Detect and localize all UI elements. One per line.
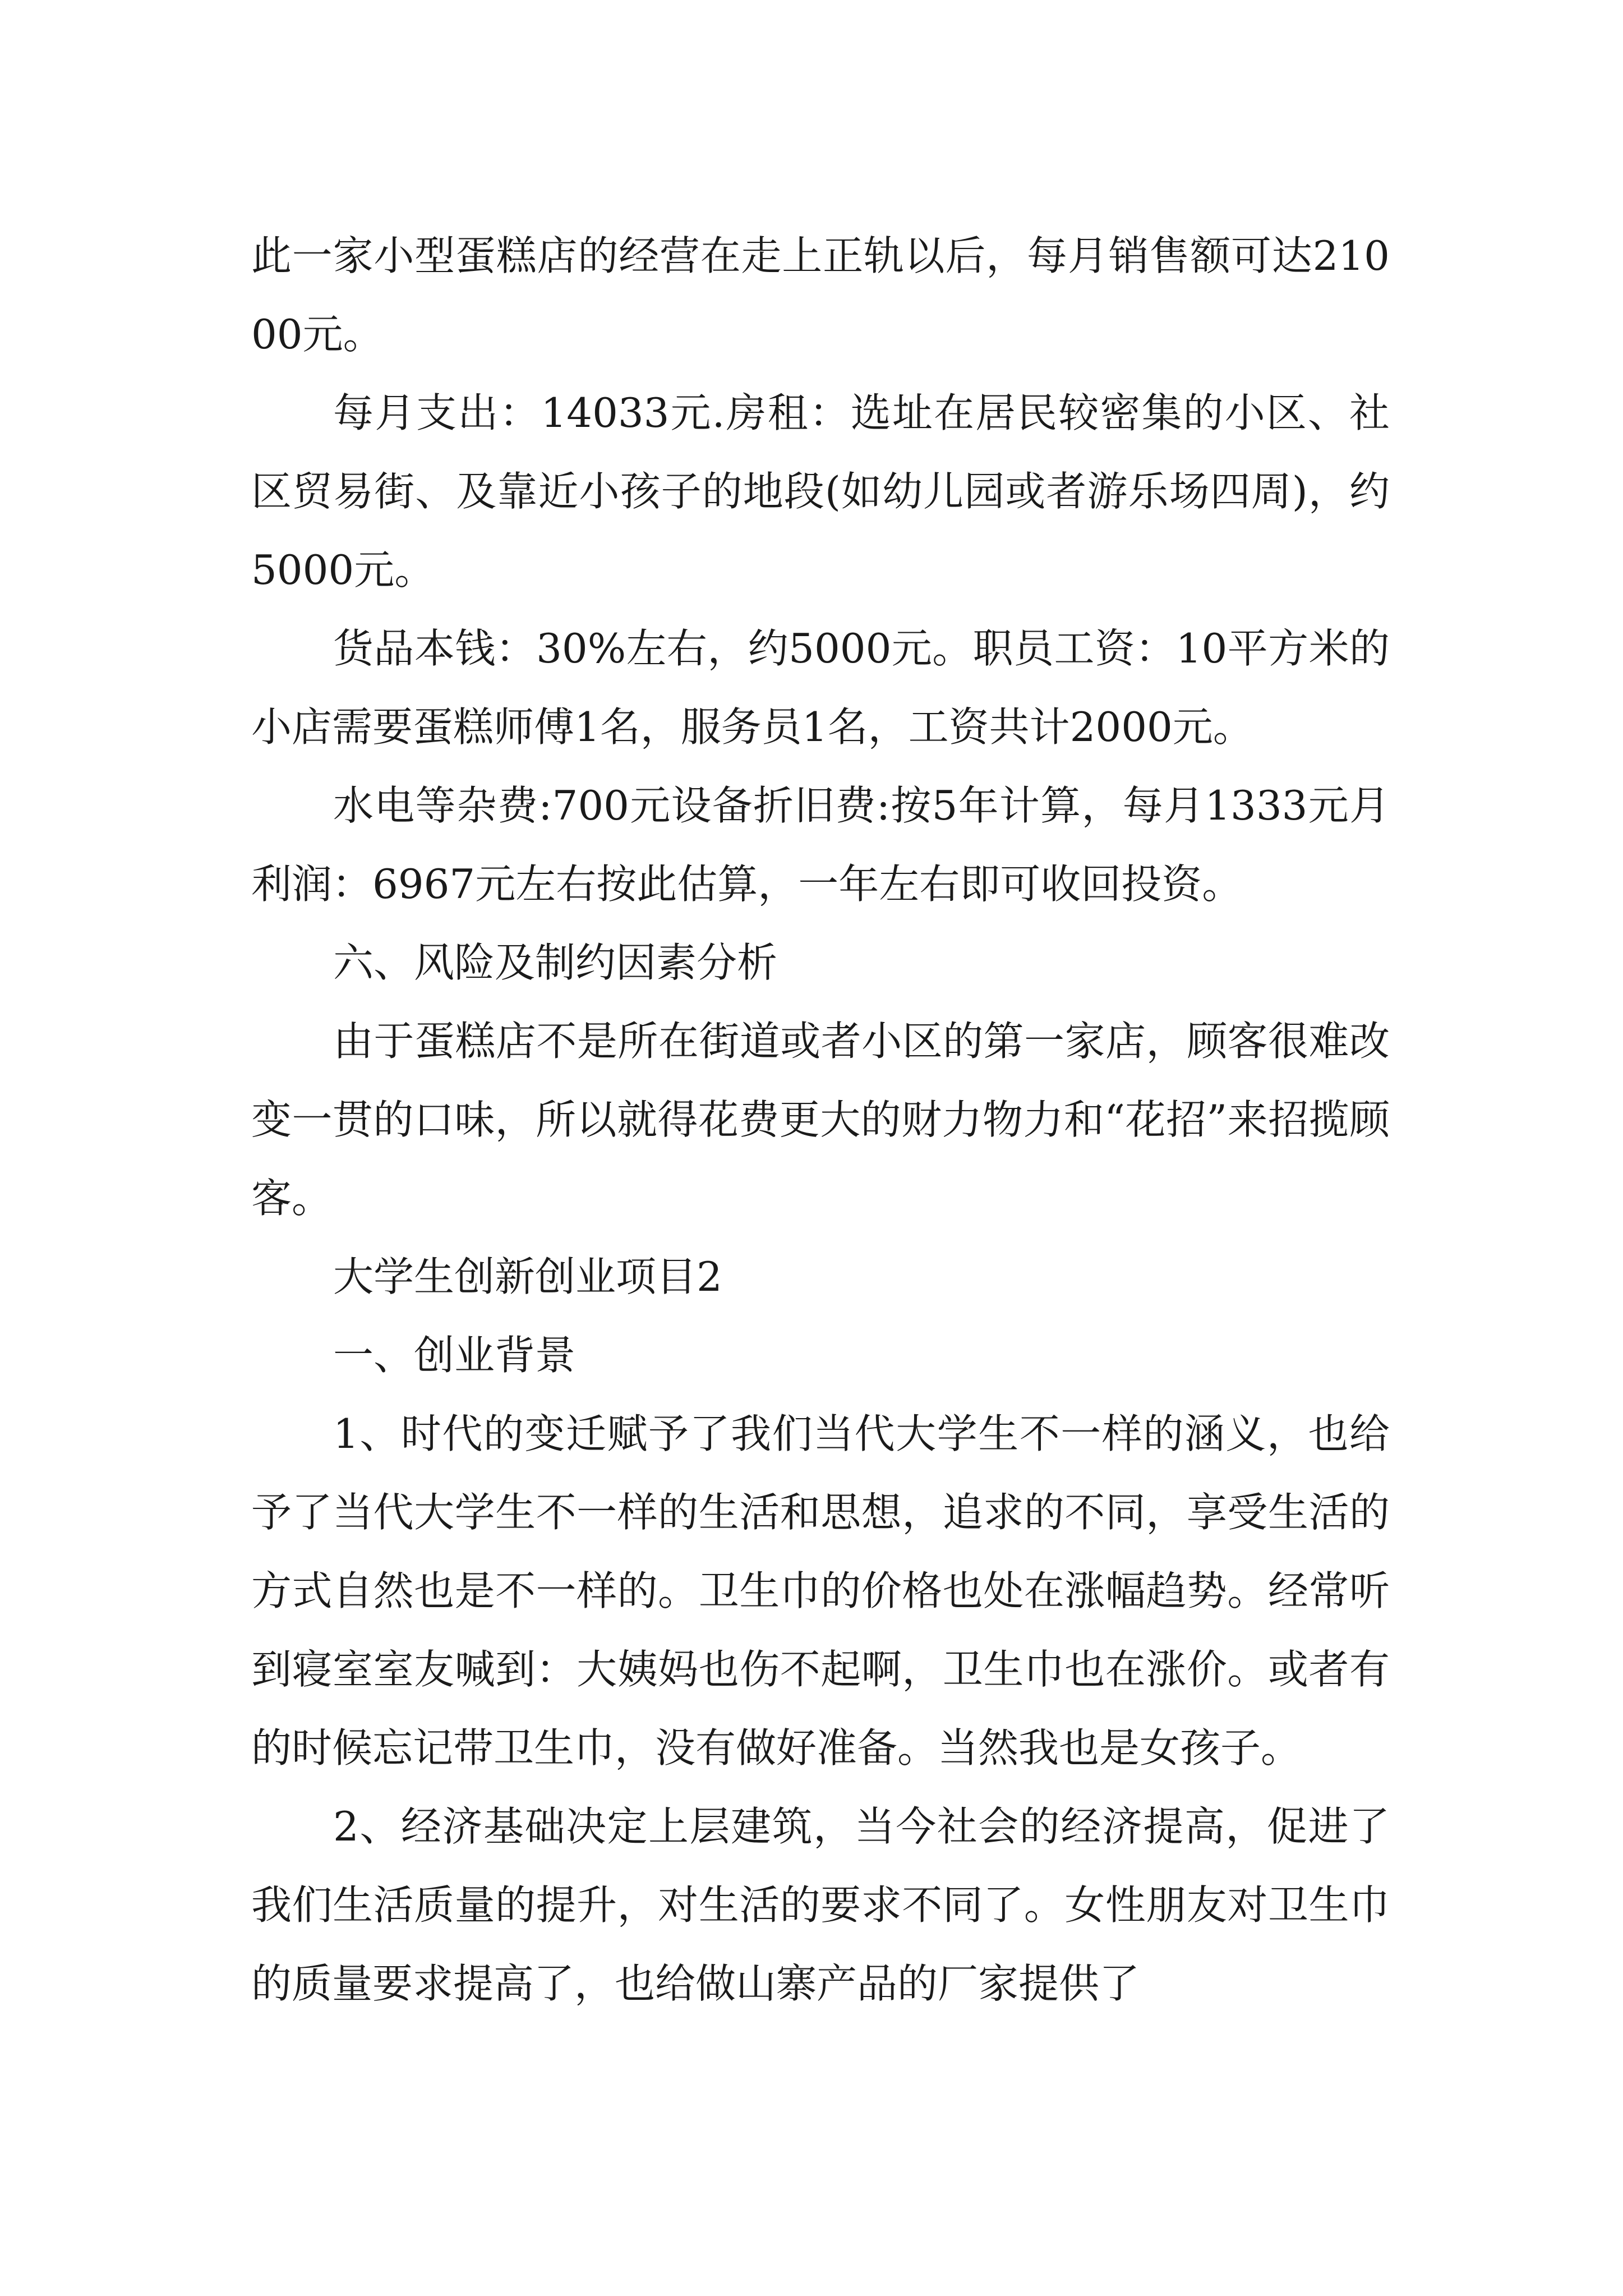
paragraph-6: 由于蛋糕店不是所在街道或者小区的第一家店，顾客很难改变一贯的口味，所以就得花费更大的财力物力和“花招”来招揽顾客。 (251, 1018, 1390, 1222)
section-heading-risk: 六、风险及制约因素分析 (333, 939, 778, 986)
paragraph-4: 水电等杂费:700元设备折旧费:按5年计算，每月1333元月利润：6967元左右按此估算，一年左右即可收回投资。 (251, 782, 1390, 908)
project-title: 大学生创新创业项目2 (333, 1253, 722, 1300)
paragraph-9: 1、时代的变迁赋予了我们当代大学生不一样的涵义，也给予了当代大学生不一样的生活和思想，追求的不同，享受生活的方式自然也是不一样的。卫生巾的价格也处在涨幅趋势。经常听到寝室室友喊到：大姨妈也伤不起啊，卫生巾也在涨价。或者有的时候忘记带卫生巾，没有做好准备。当然我也是女孩子。 (251, 1410, 1390, 1772)
paragraph-1: 此一家小型蛋糕店的经营在走上正轨以后，每月销售额可达21000元。 (251, 232, 1390, 358)
paragraph-10: 2、经济基础决定上层建筑，当今社会的经济提高，促进了我们生活质量的提升，对生活的要求不同了。女性朋友对卫生巾的质量要求提高了，也给做山寨产品的厂家提供了 (251, 1803, 1390, 2007)
paragraph-3: 货品本钱：30%左右，约5000元。职员工资：10平方米的小店需要蛋糕师傅1名，服务员1名，工资共计2000元。 (251, 625, 1390, 751)
body-text (251, 217, 1390, 2023)
paragraph-2: 每月支出：14033元.房租：选址在居民较密集的小区、社区贸易街、及靠近小孩子的地段(如幼儿园或者游乐场四周)，约5000元。 (251, 389, 1390, 593)
section-heading-background: 一、创业背景 (333, 1332, 576, 1379)
